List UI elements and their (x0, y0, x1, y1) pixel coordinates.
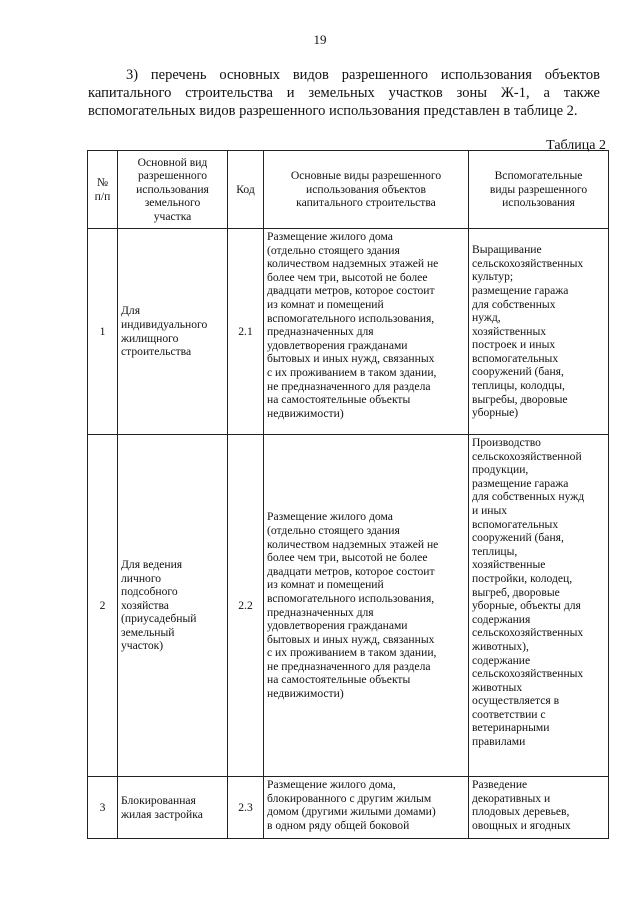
table-row (88, 229, 609, 435)
row-aux-use: Разведение декоративных и плодовых деревьев, овощных и ягодных (469, 777, 609, 839)
row-building-use: Размещение жилого дома (отдельно стоящего здания количеством надземных этажей не более чем три, высотой не более двадцати метров, которое состоит из комнат и помещений вспомогательного использования, предназначенных для удовлетворения гражданами бытовых и иных нужд, связанных с их проживанием в таком здании, не предназначенного для раздела на самостоятельные объекты недвижимости) (264, 435, 469, 777)
header-num: № п/п (88, 151, 118, 229)
table-header-row (88, 151, 609, 229)
header-code: Код (228, 151, 264, 229)
table-row (88, 435, 609, 777)
row-aux-use: Выращивание сельскохозяйственных культур; размещение гаража для собственных нужд, хозяйственных построек и иных вспомогательных сооружений (баня, теплицы, колодцы, выгребы, дворовые уборные) (469, 229, 609, 435)
intro-paragraph: 3) перечень основных видов разрешенного использования объектов капитального строительства и земельных участков зоны Ж-1, а также вспомогательных видов разрешенного использования представлен в таблице 2. (88, 67, 600, 119)
row-aux-use: Производство сельскохозяйственной продукции, размещение гаража для собственных нужд и иных вспомогательных сооружений (баня, теплицы, хозяйственные постройки, колодец, выгреб, дворовые уборные, объекты для содержания сельскохозяйственных животных), содержание сельскохозяйственных животных осуществляется в соответствии с ветеринарными правилами (469, 435, 609, 777)
header-building-use: Основные виды разрешенного использования объектов капитального строительства (264, 151, 469, 229)
row-code: 2.2 (228, 435, 264, 777)
row-building-use: Размещение жилого дома (отдельно стоящего здания количеством надземных этажей не более чем три, высотой не более двадцати метров, которое состоит из комнат и помещений вспомогательного использования, предназначенных для удовлетворения гражданами бытовых и иных нужд, связанных с их проживанием в таком здании, не предназначенного для раздела на самостоятельные объекты недвижимости) (264, 229, 469, 435)
row-code: 2.3 (228, 777, 264, 839)
row-building-use: Размещение жилого дома, блокированного с другим жилым домом (другими жилыми домами) в одном ряду общей боковой (264, 777, 469, 839)
page-number: 19 (313, 32, 327, 47)
row-main-use: Для индивидуального жилищного строительства (118, 229, 228, 435)
row-main-use: Блокированная жилая застройка (118, 777, 228, 839)
zoning-table (87, 150, 609, 839)
row-main-use: Для ведения личного подсобного хозяйства (приусадебный земельный участок) (118, 435, 228, 777)
header-aux-use: Вспомогательные виды разрешенного использования (469, 151, 609, 229)
row-num: 3 (88, 777, 118, 839)
table-row (88, 777, 609, 839)
row-num: 2 (88, 435, 118, 777)
table-caption: Таблица 2 (546, 138, 606, 153)
header-main-use: Основной вид разрешенного использования земельного участка (118, 151, 228, 229)
row-num: 1 (88, 229, 118, 435)
row-code: 2.1 (228, 229, 264, 435)
